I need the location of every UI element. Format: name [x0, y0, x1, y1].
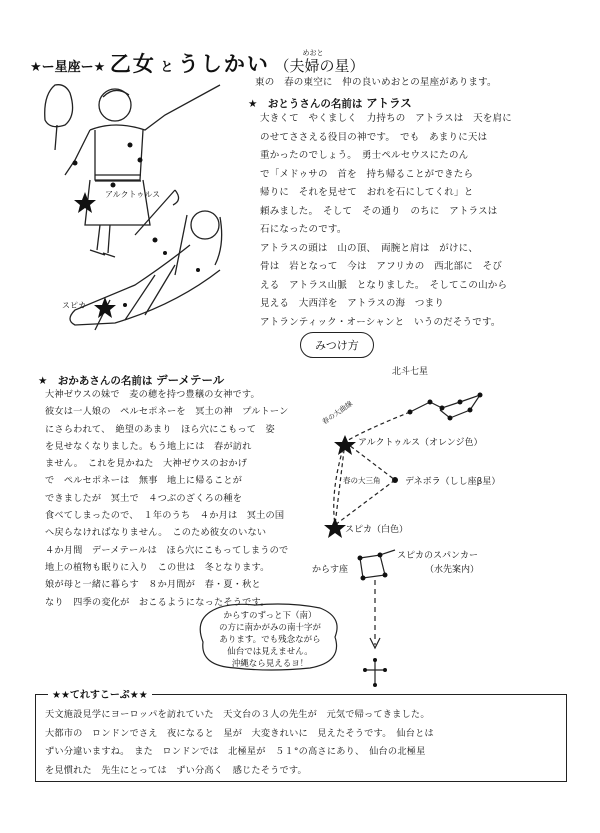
title-ruby: めおと — [302, 49, 324, 57]
title-second: うしかい — [177, 52, 270, 76]
arcturus-map-label: アルクトゥルス（オレンジ色） — [358, 438, 483, 448]
south-note: からすのずっと下（南） の方に南かがみの南十字が あります。でも残念ながら 仙台では見えません。 沖縄なら見えるヨ！ — [218, 611, 321, 669]
figure-spica-label: スピカ — [62, 301, 86, 310]
figure-arcturus-label: アルクトゥルス — [105, 190, 161, 199]
spring-triangle-label: 春の大三角 — [343, 476, 381, 485]
father-heading: ★ おとうさんの名前は アトラス — [248, 96, 412, 110]
arcturus-map-star-icon — [334, 435, 356, 455]
arcturus-star-icon — [74, 192, 96, 213]
big-dipper-label: 北斗七星 — [392, 367, 429, 377]
spanker-note-label: （水先案内） — [425, 565, 480, 575]
father-story: 大きくて やくましく 力持ちの アトラスは 天を肩に のせてささえる役目の神です。 でも あまりに天は 重かったのでしょう。 勇士ペルセウスにたのん で「メドゥサの 首を 持ち帰ることができたら 帰りに それを見せて おれを石にしてくれ」と 頼みました。 そして その通り のちに アトラスは 石になったのです。 アトラスの頭は 山の頂、 両腕と肩は がけに、 骨は 岩となって 今は アフリカの 西北部に そび える アトラス山脈 となりました。 そしてこの山から 見える 大西洋を アトラスの海 つまり アトランティック・オーシャンと いうのだそうです。 — [260, 113, 512, 328]
spica-map-star-icon — [324, 518, 346, 538]
mother-heading: ★ おかあさんの名前は デーメテール — [38, 373, 225, 387]
title-and: と — [160, 60, 174, 75]
spring-curve-label: 春の大曲線 — [320, 399, 355, 427]
constellation-figures-illustration — [15, 75, 230, 345]
intro-text: 東の 春の東空に 仲の良いめおとの星座があります。 — [255, 77, 497, 88]
title-prefix: ★ー星座ー★ — [30, 60, 106, 75]
denebola-label: デネボラ（しし座β星） — [405, 477, 501, 487]
title-paren: めおと （夫婦の星） — [274, 49, 365, 75]
mitsukekata-label: みつけ方 — [300, 332, 374, 358]
corvus-label: からす座 — [312, 565, 349, 575]
title-main: 乙女 — [109, 52, 156, 76]
telescope-title: ★★てれすこーぷ★★ — [48, 686, 152, 701]
spica-spanker-label: スピカのスパンカー — [397, 551, 479, 561]
mother-story: 大神ゼウスの妹で 麦の穂を持つ豊穣の女神です。 彼女は一人娘の ペルセポネーを 冥土の神 プルトーン にさらわれて、 絶望のあまり ほら穴にこもって 姿 を見せなくなりました。もう地上には 春が訪れ ません。 これを見かねた 大神ゼウスのおかげ で ペルセポネーは 無事 地上に帰ることが できましたが 冥土で ４つぶのざくろの種を 食べてしまったので、 １年のうち ４か月は 冥土の国 へ戻らなければなりません。 このため彼女のいない ４か月間 デーメテールは ほら穴にこもってしまうので 地上の植物も眠りに入り この世は 冬となります。 娘が母と一緒に暮らす ８か月間が 春・夏・秋と なり 四季の変化が おこるようになったそうです。 — [45, 389, 289, 608]
telescope-text: 天文施設見学にヨーロッパを訪れていた 天文台の３人の先生が 元気で帰ってきました。 大都市の ロンドンでさえ 夜になると 星が 大変きれいに 見えたそうです。 仙台とは ずい分違いますね。 また ロンドンでは 北極星が ５１°の高さにあり、 仙台の北極星 を見慣れた 先生にとっては ずい分高く 感じたそうです。 — [45, 709, 434, 776]
spica-map-label: スピカ（白色） — [345, 525, 409, 535]
